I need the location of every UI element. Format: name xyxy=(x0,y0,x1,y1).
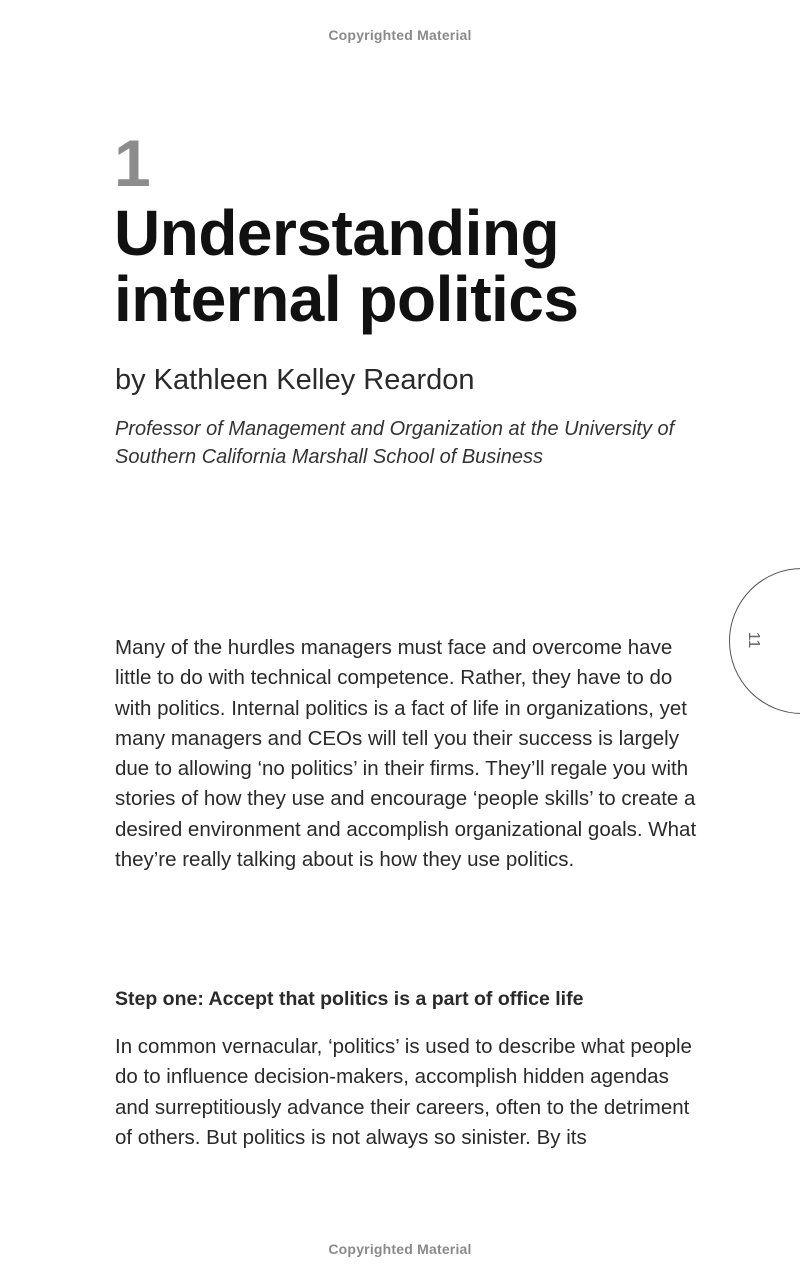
chapter-title xyxy=(114,197,754,335)
chapter-title-line-2: internal politics xyxy=(114,263,579,335)
chapter-number: 1 xyxy=(114,126,151,200)
body-paragraph-1: Many of the hurdles managers must face and overcome have little to do with technical competence. Rather, they have to do with politics. Internal politics is a fact of life in organizations, yet many managers and CEOs will tell you their success is largely due to allowing ‘no politics’ in their firms. They’ll regale you with stories of how they use and encourage ‘people skills’ to create a desired environment and accomplish organizational goals. What they’re really talking about is how they use politics. xyxy=(115,636,697,872)
author-byline: by Kathleen Kelley Reardon xyxy=(115,364,475,396)
page-tab-circle xyxy=(729,568,800,714)
section-heading: Step one: Accept that politics is a part of office life xyxy=(115,988,584,1010)
copyright-footer: Copyrighted Material xyxy=(328,1241,472,1257)
page-number: 11 xyxy=(745,631,762,649)
body-paragraph-2: In common vernacular, ‘politics’ is used to describe what people do to influence decision-makers, accomplish hidden agendas and surreptitiously advance their careers, often to the detriment of others. But politics is not always so sinister. By its xyxy=(115,1035,692,1149)
author-affiliation: Professor of Management and Organization at the University of Southern California Marshall School of Business xyxy=(115,418,675,468)
copyright-header: Copyrighted Material xyxy=(328,27,472,43)
chapter-title-line-1: Understanding xyxy=(114,197,560,269)
